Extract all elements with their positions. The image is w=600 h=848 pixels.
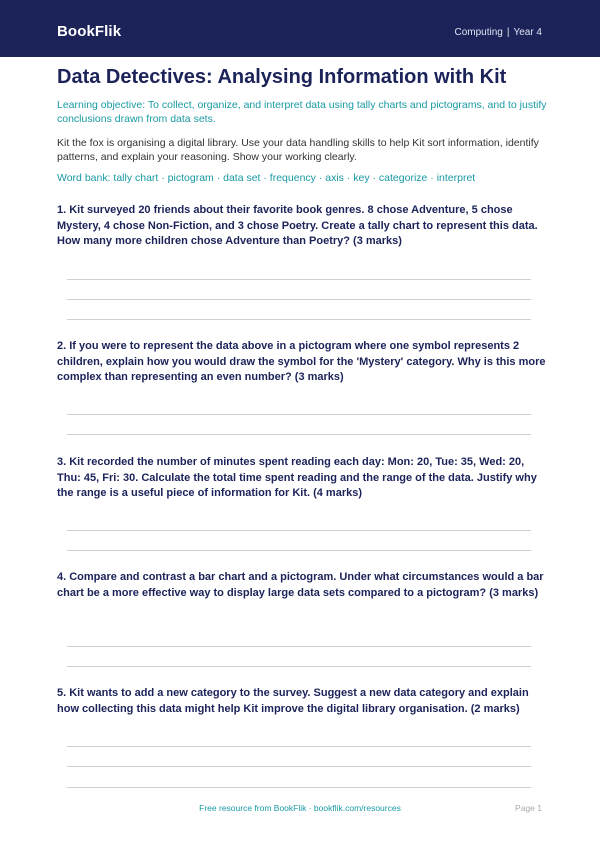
question-5: 5. Kit wants to add a new category to the survey. Suggest a new data category and explain how collecting this data might help Kit improve the digital library organisation. (2 marks)	[57, 687, 529, 715]
year-label: Year 4	[513, 27, 542, 38]
answer-line[interactable]	[67, 414, 531, 415]
answer-line[interactable]	[67, 746, 531, 747]
page-number: Page 1	[515, 803, 542, 813]
question-1: 1. Kit surveyed 20 friends about their favorite book genres. 8 chose Adventure, 5 chose Mystery, 4 chose Non-Fiction, and 3 chose Poetry. Create a tally chart to represent this data. How many more children chose Adventure than Poetry? (3 marks)	[57, 204, 538, 247]
learning-objective: Learning objective: To collect, organize, and interpret data using tally charts and pictograms, and to justify conclusions drawn from data sets.	[57, 99, 547, 125]
question-3: 3. Kit recorded the number of minutes spent reading each day: Mon: 20, Tue: 35, Wed: 20, Thu: 45, Fri: 30. Calculate the total time spent reading and the range of the data. Justify why the range is a useful piece of information for Kit. (4 marks)	[57, 456, 537, 499]
page-title: Data Detectives: Analysing Information with Kit	[57, 66, 507, 88]
answer-line[interactable]	[67, 319, 531, 320]
answer-line[interactable]	[67, 666, 531, 667]
answer-line[interactable]	[67, 787, 531, 788]
brand-logo: BookFlik	[57, 23, 122, 40]
answer-line[interactable]	[67, 279, 531, 280]
answer-line[interactable]	[67, 646, 531, 647]
answer-line[interactable]	[67, 434, 531, 435]
meta-separator: |	[506, 27, 510, 38]
question-2: 2. If you were to represent the data above in a pictogram where one symbol represents 2 children, explain how you would draw the symbol for the 'Mystery' category. Why is this more complex than representing an even number? (3 marks)	[57, 340, 546, 383]
intro-text: Kit the fox is organising a digital library. Use your data handling skills to help Kit sort information, identify patterns, and explain your reasoning. Show your working clearly.	[57, 137, 539, 163]
answer-line[interactable]	[67, 299, 531, 300]
word-bank: Word bank: tally chart · pictogram · data set · frequency · axis · key · categorize · interpret	[57, 172, 476, 184]
subject-label: Computing	[454, 27, 503, 38]
answer-line[interactable]	[67, 766, 531, 767]
answer-line[interactable]	[67, 550, 531, 551]
footer-text: Free resource from BookFlik · bookflik.com/resources	[199, 803, 401, 813]
answer-line[interactable]	[67, 530, 531, 531]
course-meta	[454, 27, 542, 39]
question-4: 4. Compare and contrast a bar chart and a pictogram. Under what circumstances would a bar chart be a more effective way to display large data sets compared to a pictogram? (3 marks)	[57, 571, 544, 599]
page-header	[0, 0, 600, 57]
